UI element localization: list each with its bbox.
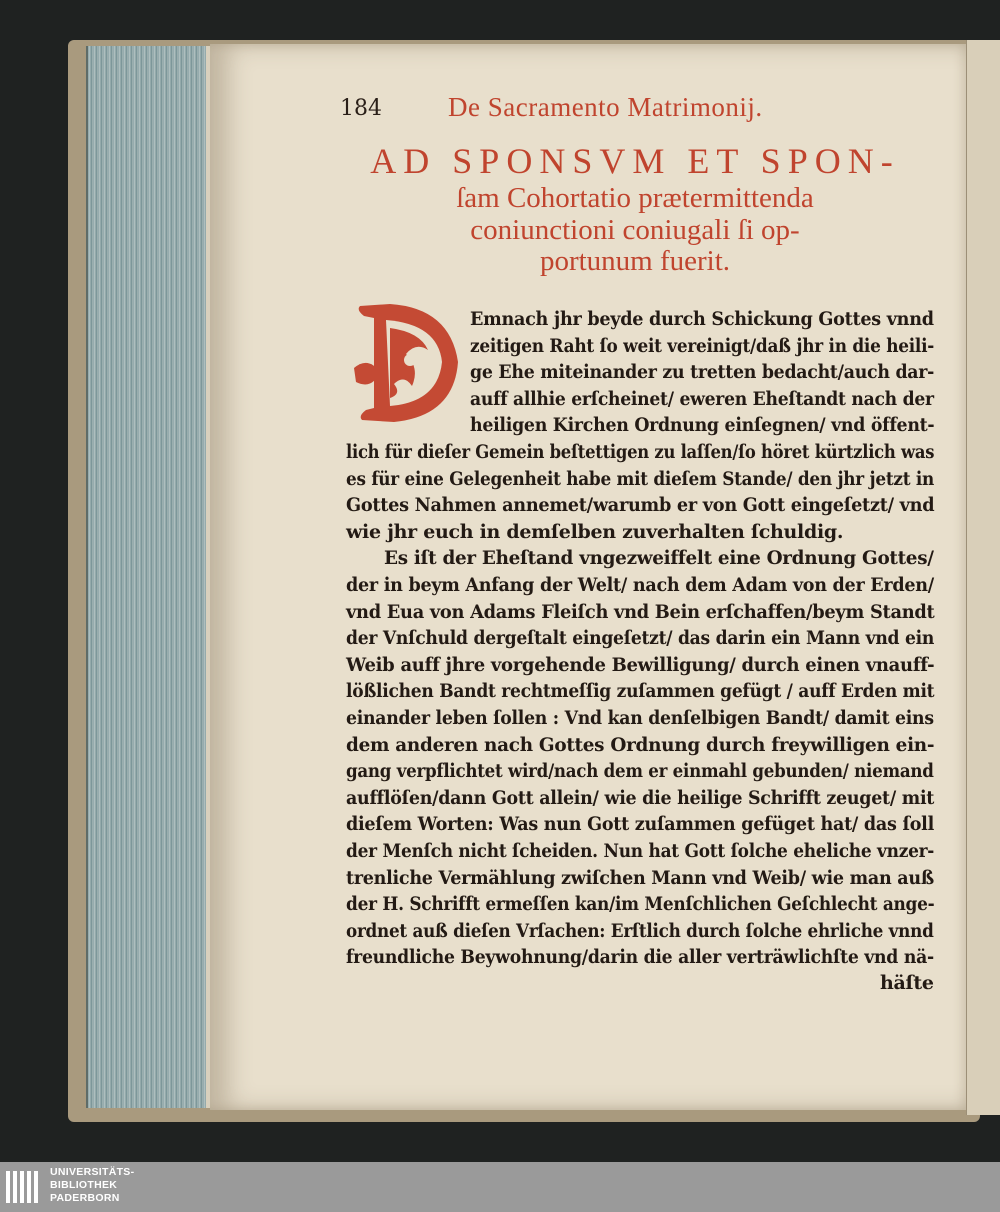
text-line: es für eine Gelegenheit habe mit dieſem Stande/ den jhr jetzt in	[346, 467, 934, 490]
text-line: gang verpflichtet wird/nach dem er einmahl gebunden/ niemand	[346, 760, 934, 783]
text-line: Es iſt der Eheſtand vngezweiffelt eine Ordnung Gottes/	[384, 547, 934, 570]
text-line: heiligen Kirchen Ordnung einſegnen/ vnd öffent-	[470, 414, 935, 437]
page-block-edge	[86, 46, 212, 1108]
text-line: lößlichen Bandt rechtmeſſig zuſammen gefügt / auff Erden mit	[346, 680, 935, 703]
text-line: dieſem Worten: Was nun Gott zuſammen gefüget hat/ das ſoll	[346, 813, 934, 836]
text-line: vnd Eua von Adams Fleiſch vnd Bein erſchaffen/beym Standt	[346, 600, 935, 623]
text-line: lich für dieſer Gemein beſtettigen zu laſſen/ſo höret kürtzlich was	[346, 441, 935, 463]
footer-line-2: BIBLIOTHEK	[50, 1179, 118, 1191]
text-line: dem anderen nach Gottes Ordnung durch freywilligen ein-	[346, 733, 935, 756]
text-line: der Menſch nicht ſcheiden. Nun hat Gott ſolche eheliche vnzer-	[346, 840, 935, 862]
section-heading-line-3: coniunctioni coniugali ſi op-	[470, 214, 800, 246]
text-line: einander leben ſollen : Vnd kan denſelbigen Bandt/ damit eins	[346, 707, 934, 729]
text-line: freundliche Beywohnung/darin die aller verträwlichſte vnd nä-	[346, 946, 934, 969]
running-title: De Sacramento Matrimonij.	[448, 92, 763, 122]
facing-page-edge	[966, 40, 1000, 1115]
text-line: wie jhr euch in demſelben zuverhalten ſchuldig.	[346, 520, 844, 543]
section-heading-line-4: portunum fuerit.	[539, 245, 731, 277]
text-line: trenliche Vermählung zwiſchen Mann vnd Weib/ wie man auß	[346, 866, 934, 889]
footer-line-1: UNIVERSITÄTS-	[50, 1166, 135, 1178]
text-line: ordnet auß dieſen Vrſachen: Erſtlich durch ſolche ehrliche vnnd	[346, 919, 934, 942]
text-line: Emnach jhr beyde durch Schickung Gottes vnnd	[470, 308, 934, 330]
text-line: der in beym Anfang der Welt/ nach dem Adam von der Erden/	[346, 574, 934, 596]
library-logo-icon	[4, 1167, 44, 1207]
section-heading-line-2: ſam Cohortatio prætermittenda	[456, 182, 814, 214]
text-line: zeitigen Raht ſo weit vereinigt/daß jhr in die heili-	[470, 334, 934, 357]
library-footer-bar	[0, 1162, 1000, 1212]
catchword: häſte	[880, 972, 934, 994]
text-line: auff allhie erſcheinet/ eweren Eheſtandt nach der	[470, 387, 934, 410]
text-line: der H. Schrifft ermeſſen kan/im Menſchlichen Geſchlecht ange-	[346, 893, 935, 916]
footer-line-3: PADERBORN	[50, 1192, 120, 1204]
decorated-initial-d-icon	[350, 298, 468, 426]
text-line: der Vnſchuld dergeſtalt eingeſetzt/ das darin ein Mann vnd ein	[346, 627, 935, 650]
text-line: Weib auff jhre vorgehende Bewilligung/ durch einen vnauff-	[346, 653, 935, 676]
section-heading-line-1: AD SPONSVM ET SPON-	[370, 141, 900, 181]
text-line: Gottes Nahmen annemet/warumb er von Gott eingeſetzt/ vnd	[346, 494, 935, 517]
text-line: ge Ehe miteinander zu tretten bedacht/auch dar-	[470, 361, 935, 384]
page-number: 184	[340, 96, 382, 121]
text-line: aufflöſen/dann Gott allein/ wie die heilige Schrifft zeuget/ mit	[346, 786, 935, 809]
